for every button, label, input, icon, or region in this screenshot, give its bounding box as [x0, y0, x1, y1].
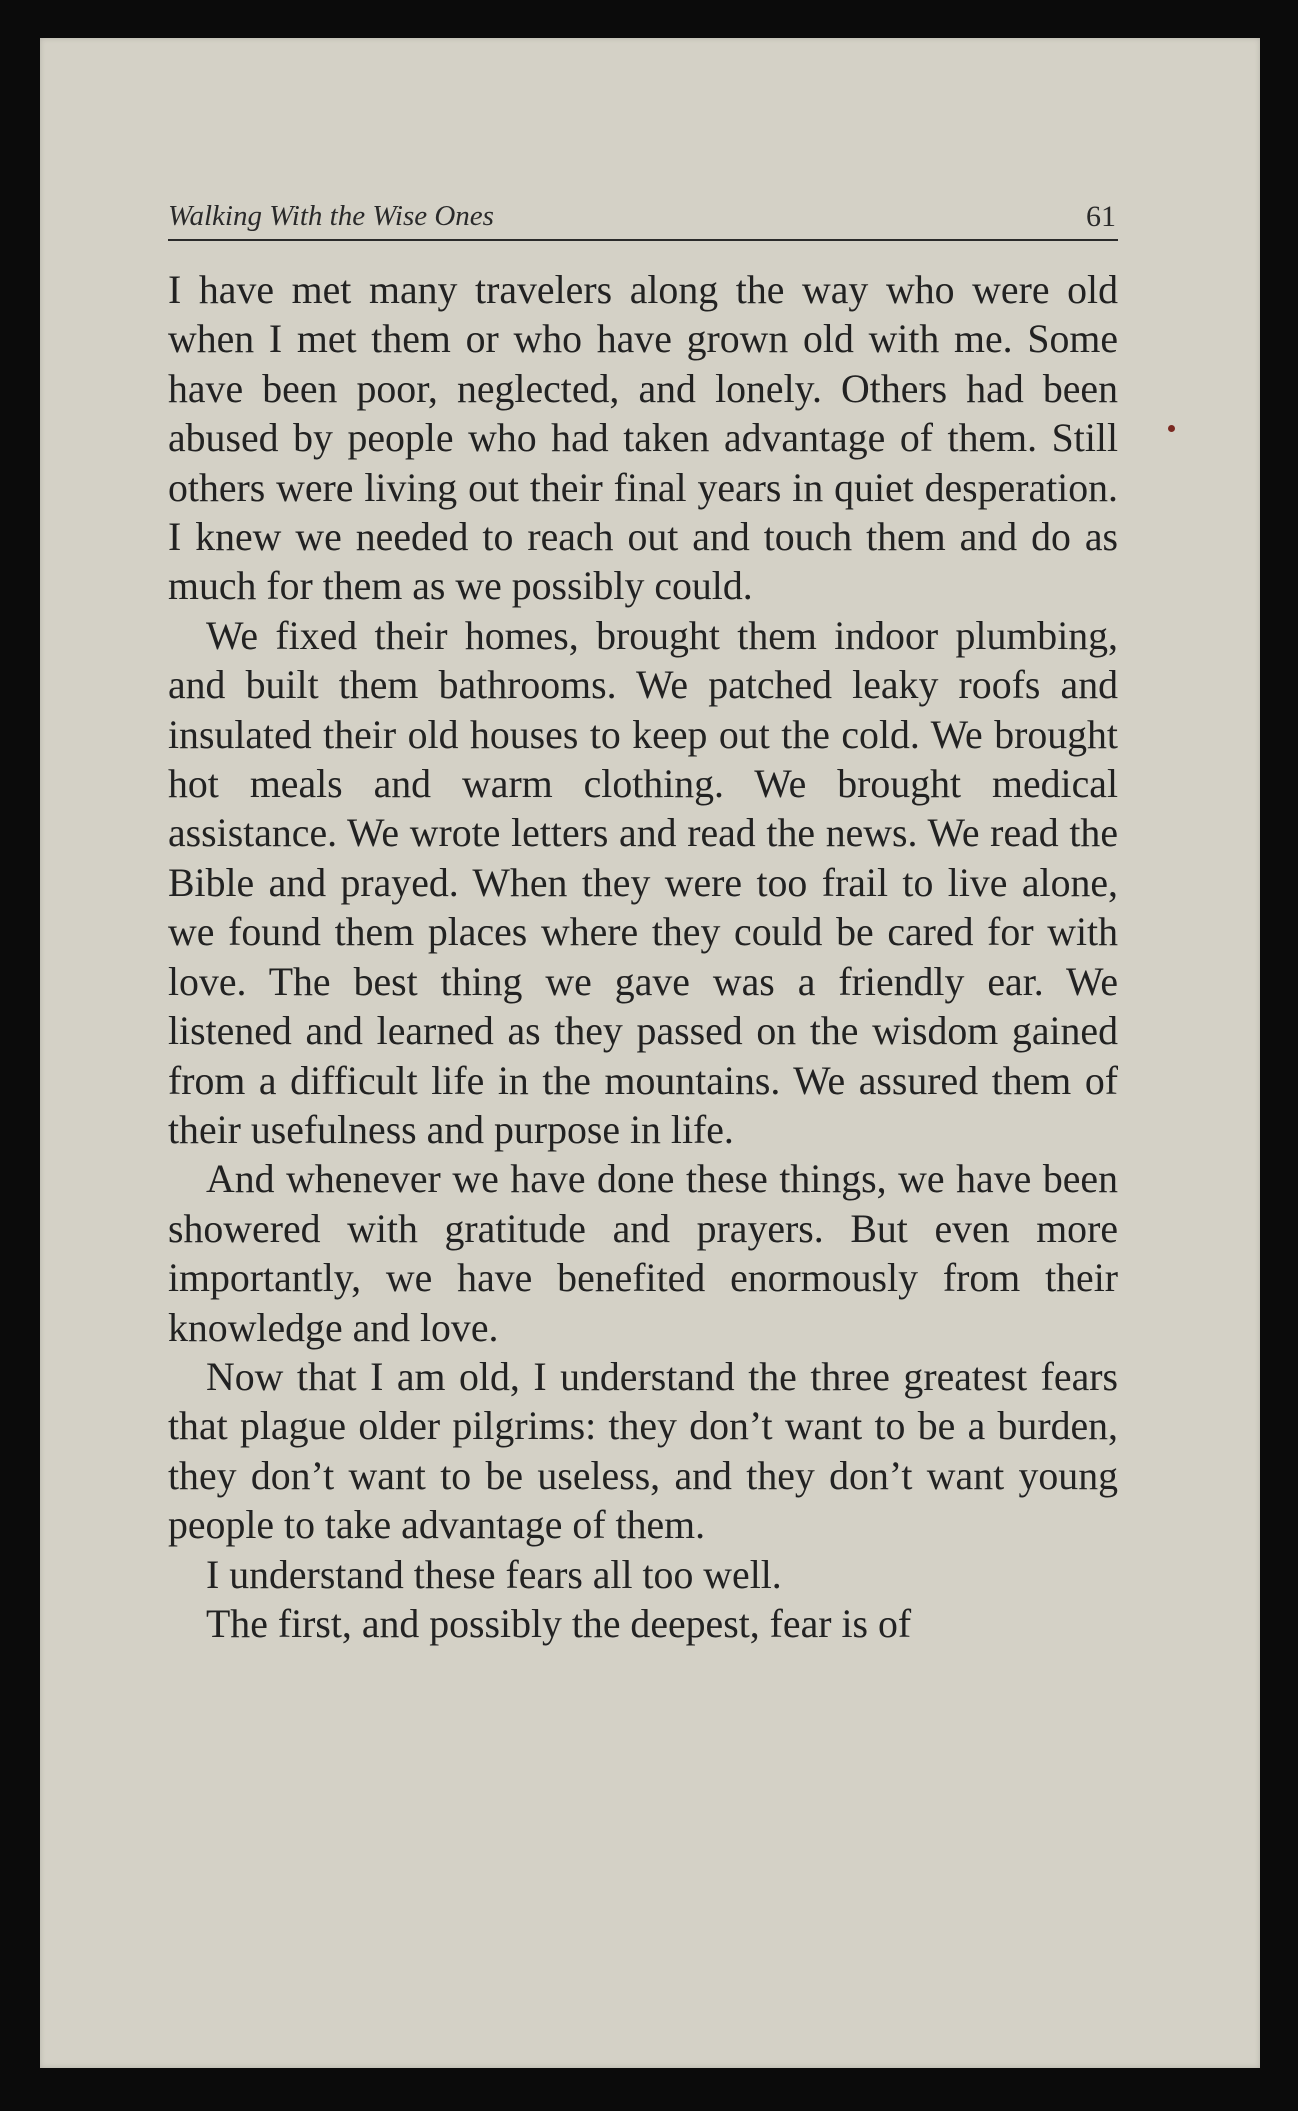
paragraph-3: And whenever we have done these things, we have been showered with gratitude and prayers. But even more importantly, we have benefited enormously from their knowledge and love. [168, 1157, 1118, 1350]
running-title: Walking With the Wise Ones [168, 200, 494, 232]
ink-speck [1168, 425, 1175, 432]
running-head [168, 195, 1118, 241]
paragraph-5: I understand these fears all too well. [206, 1552, 782, 1597]
paragraph-4: Now that I am old, I understand the three greatest fears that plague older pilgrims: they don’t want to be a burden, they don’t want to be useless, and they don’t want young people to take advantage of them. [168, 1354, 1118, 1548]
paragraph-1: I have met many travelers along the way who were old when I met them or who have grown old with me. Some have been poor, neglected, and lonely. Others had been abused by people who had taken advantage of them. Still others were living out their final years in quiet desperation. I knew we needed to reach out and touch them and do as much for them as we possibly could. [168, 268, 1118, 609]
paragraph-2: We fixed their homes, brought them indoor plumbing, and built them bathrooms. We patched leaky roofs and insulated their old houses to keep out the cold. We brought hot meals and warm clothing. We brought medical assistance. We wrote letters and read the news. We read the Bible and prayed. When they were too frail to live alone, we found them places where they could be cared for with love. The best thing we gave was a friendly ear. We listened and learned as they passed on the wisdom gained from a difficult life in the mountains. We assured them of their usefulness and purpose in life. [168, 613, 1118, 1152]
page-number: 61 [1086, 200, 1116, 233]
body-text [168, 266, 1118, 1649]
paragraph-6: The first, and possibly the deepest, fear is of [206, 1601, 912, 1646]
